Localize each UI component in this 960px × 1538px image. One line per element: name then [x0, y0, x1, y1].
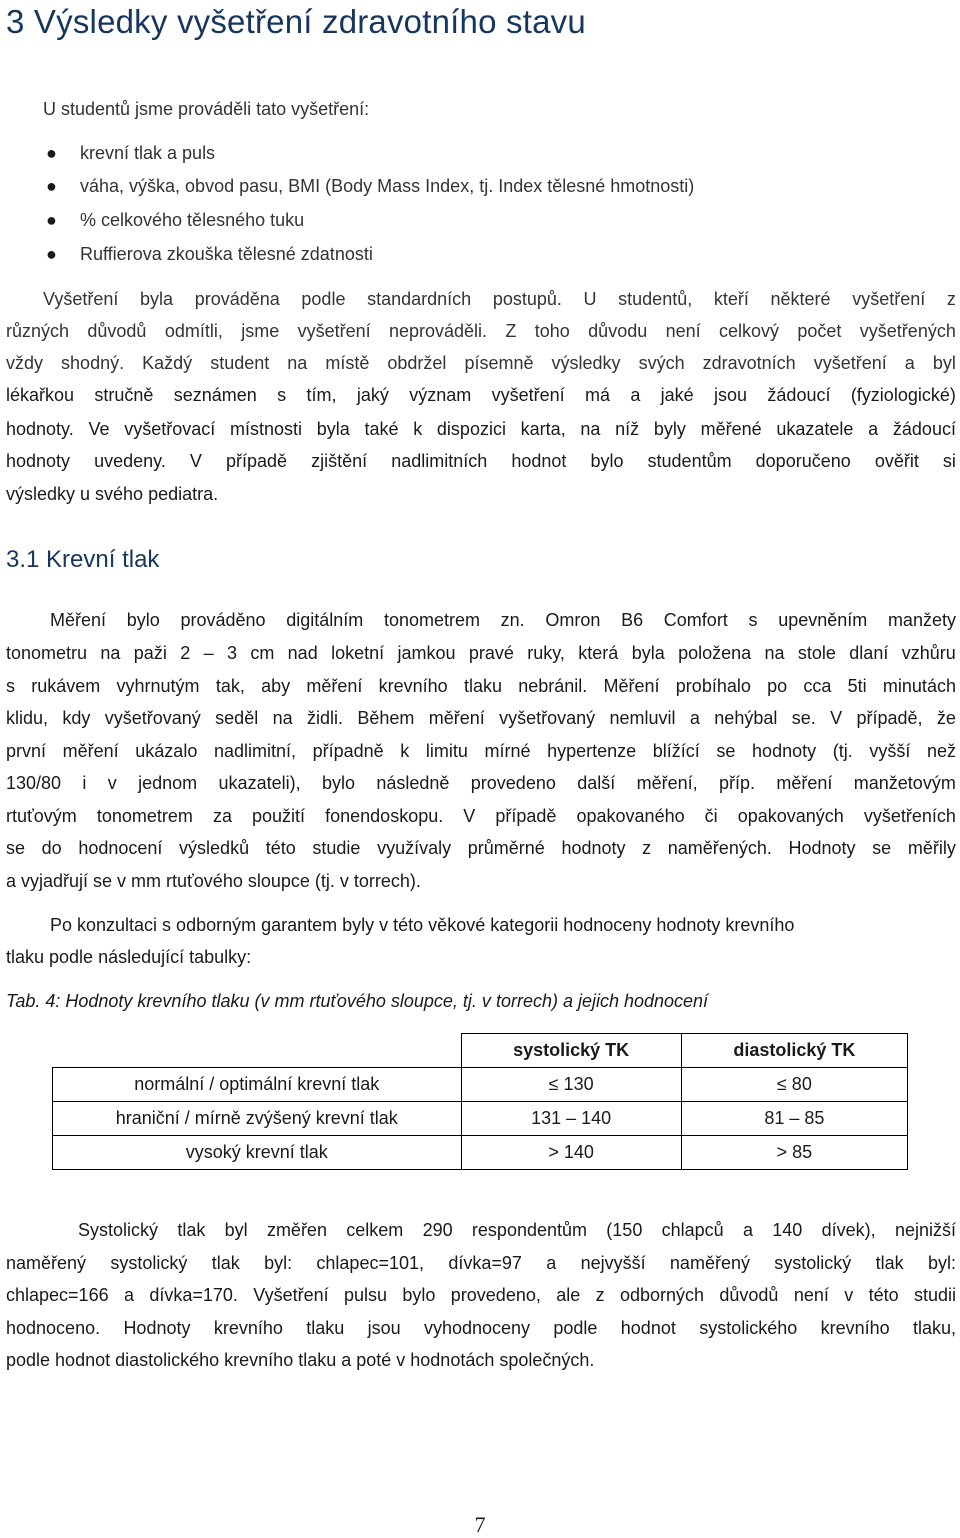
page-heading: 3 Výsledky vyšetření zdravotního stavu	[6, 3, 586, 40]
paragraph-line: hodnoty. Ve vyšetřovací místnosti byla také k dispozici karta, na níž byly měřené ukazatele a žádoucí	[6, 419, 956, 439]
blood-pressure-table	[52, 1033, 908, 1170]
table-cell: normální / optimální krevní tlak	[53, 1068, 462, 1102]
bullet-icon: ●	[46, 244, 57, 264]
bullet-icon: ●	[46, 143, 57, 163]
table-header-cell: diastolický TK	[681, 1034, 907, 1068]
paragraph-line: lékařkou stručně seznámen s tím, jaký význam vyšetření má a jaké jsou žádoucí (fyziologické)	[6, 385, 956, 405]
table-row	[53, 1136, 908, 1170]
page-number: 7	[474, 1512, 486, 1537]
paragraph-line: podle hodnot diastolického krevního tlaku a poté v hodnotách společných.	[6, 1350, 595, 1370]
table-cell: > 140	[461, 1136, 681, 1170]
paragraph-line: se do hodnocení výsledků této studie využívaly průměrné hodnoty z naměřených. Hodnoty se měřily	[6, 838, 956, 858]
table-caption: Tab. 4: Hodnoty krevního tlaku (v mm rtuťového sloupce, tj. v torrech) a jejich hodnocení	[6, 991, 709, 1011]
paragraph-line: tlaku podle následující tabulky:	[6, 947, 252, 967]
list-item: krevní tlak a puls	[80, 143, 216, 163]
paragraph-line: Systolický tlak byl změřen celkem 290 respondentům (150 chlapců a 140 dívek), nejnižší	[78, 1220, 956, 1240]
table-header-cell	[53, 1034, 462, 1068]
paragraph-line: tonometru na paži 2 – 3 cm nad loketní jamkou pravé ruky, která byla položena na stole dlaní vzhůru	[6, 643, 956, 663]
table-row	[53, 1068, 908, 1102]
table-header-cell: systolický TK	[461, 1034, 681, 1068]
table-cell: vysoký krevní tlak	[53, 1136, 462, 1170]
paragraph-line: hodnoceno. Hodnoty krevního tlaku jsou vyhodnoceny podle hodnot systolického krevního tlaku,	[6, 1318, 956, 1338]
paragraph-line: naměřený systolický tlak byl: chlapec=101, dívka=97 a nejvyšší naměřený systolický tlak byl:	[6, 1253, 956, 1273]
list-item: % celkového tělesného tuku	[80, 210, 305, 230]
bullet-icon: ●	[46, 210, 57, 230]
paragraph-line: hodnoty uvedeny. V případě zjištění nadlimitních hodnot bylo studentům doporučeno ověřit si	[6, 451, 956, 471]
paragraph-line: s rukávem vyhrnutým tak, aby měření krevního tlaku nebránil. Měření probíhalo po cca 5ti minutách	[6, 676, 956, 696]
paragraph-line: výsledky u svého pediatra.	[6, 484, 219, 504]
table-cell: 81 – 85	[681, 1102, 907, 1136]
bullet-icon: ●	[46, 176, 57, 196]
intro-text: U studentů jsme prováděli tato vyšetření:	[43, 99, 370, 119]
paragraph-line: chlapec=166 a dívka=170. Vyšetření pulsu bylo provedeno, ale z odborných důvodů není v této studii	[6, 1285, 956, 1305]
paragraph-line: Měření bylo prováděno digitálním tonometrem zn. Omron B6 Comfort s upevněním manžety	[50, 610, 956, 630]
paragraph-line: vždy shodný. Každý student na místě obdržel písemně výsledky svých zdravotních vyšetření a byl	[6, 353, 956, 373]
table-row	[53, 1102, 908, 1136]
paragraph-line: klidu, kdy vyšetřovaný seděl na židli. Během měření vyšetřovaný nemluvil a nehýbal se. V případě, že	[6, 708, 956, 728]
list-item: Ruffierova zkouška tělesné zdatnosti	[80, 244, 373, 264]
paragraph-line: Po konzultaci s odborným garantem byly v této věkové kategorii hodnoceny hodnoty krevního	[50, 915, 795, 935]
table-cell: ≤ 80	[681, 1068, 907, 1102]
paragraph-line: rtuťovým tonometrem za použití fonendoskopu. V případě opakovaného či opakovaných vyšetřeních	[6, 806, 956, 826]
paragraph-line: různých důvodů odmítli, jsme vyšetření neprováděli. Z toho důvodu není celkový počet vyšetřených	[6, 321, 956, 341]
table-cell: hraniční / mírně zvýšený krevní tlak	[53, 1102, 462, 1136]
paragraph-line: 130/80 i v jednom ukazateli), bylo následně provedeno další měření, příp. měření manžetovým	[6, 773, 956, 793]
section-heading: 3.1 Krevní tlak	[6, 546, 160, 573]
paragraph-line: a vyjadřují se v mm rtuťového sloupce (tj. v torrech).	[6, 871, 421, 891]
table-cell: ≤ 130	[461, 1068, 681, 1102]
table-cell: 131 – 140	[461, 1102, 681, 1136]
paragraph-line: první měření ukázalo nadlimitní, případně k limitu mírné hypertenze blížící se hodnoty (tj. vyšší než	[6, 741, 956, 761]
table-header-row	[53, 1034, 908, 1068]
paragraph-line: Vyšetření byla prováděna podle standardních postupů. U studentů, kteří některé vyšetření z	[43, 289, 956, 309]
list-item: váha, výška, obvod pasu, BMI (Body Mass Index, tj. Index tělesné hmotnosti)	[80, 176, 695, 196]
table-cell: > 85	[681, 1136, 907, 1170]
